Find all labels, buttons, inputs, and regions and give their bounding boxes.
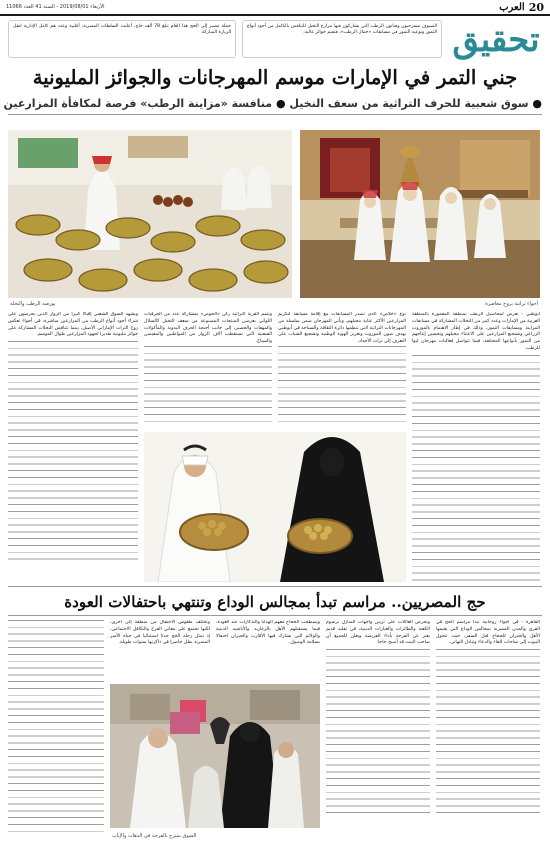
article2-col4 [110,620,210,682]
article1-col2-text: نوع «خلاص» الذي تصدر المسابقات مع إقامة مسابقة لتكريم المزارعين الأكثر عناية بنخيلهم، ويأتي المهرجان ضمن سلسلة من المهرجانات التراثية التي تنظمها دائرة الثقافة والسياحة في أبوظبي بهدف صون الموروث وتعزيز الهوية الوطنية وتشجيع الشباب على التعرف إلى تراث الأجداد. [278,312,406,345]
article2-col2 [326,620,430,834]
masthead-bar [0,0,550,16]
article1-col3-text: وتضم القرية التراثية ركن «الخوص» بمشاركة عدد من الحرفيات اللواتي يعرضن المنتجات المصنوعة من سعف النخيل كالسلال والمهفات والحصير، إلى جانب أجنحة الحرف اليدوية والمأكولات الشعبية التي تستقطب آلاف الزوار من المواطنين والمقيمين والسياح. [144,312,272,345]
article1-col4-text: ويشهد السوق الشعبي إقبالا كبيرا من الزوار الذين يحرصون على شراء أجود أنواع الرطب من المزارعين مباشرة، في أجواء تعكس روح التراث الإماراتي الأصيل، بينما تتنافس النخلات المشاركة على جوائز مليونية تقديرا لجهود المزارعين طوال الموسم. [8,312,138,338]
pilgrims-image [110,684,320,828]
heritage-majlis-image [300,130,540,298]
photo-caption-dates: بورصة الرطب والنخلة [10,301,56,307]
newspaper-logo: العرب [499,1,525,13]
article1-col4 [8,312,138,582]
main-headline: جني التمر في الإمارات موسم المهرجانات والجوائز المليونية [32,66,518,89]
article1-col3 [144,312,272,430]
article1-col4-filler [8,341,138,561]
article2-col2-filler [326,649,430,819]
subhead-part1: سوق شعبية للحرف التراثية من سعف النخيل [289,97,529,110]
divider [8,114,542,115]
dateline: الأربعاء 2019/08/01 - السنة 41 العدد 11066 [6,4,105,10]
secondary-headline: حج المصريين.. مراسم تبدأ بمجالس الوداع وتنتهي باحتفالات العودة [64,593,486,611]
article2-col1-filler [436,649,540,819]
photo-dates-baskets [144,432,406,582]
article1-col2-filler [278,346,406,426]
bullet-icon: ● [275,97,286,110]
article1-col1-text: أبوظبي - تعرض لمحاصيل الرطب بمنطقة المقمورة بالمنطقة الغربية من الإمارات وعدد كبير من النخلات المشاركة في مسابقات المزاينة ومسابقات التمور، وذلك في إطار الاهتمام بالموروث الزراعي وتشجيع المزارعين على الاعتناء بنخيلهم وتحسين إنتاجهم من التمور بأنواعها المختلفة، فيما تتواصل فعاليات مهرجان ليوا للرطب. [412,312,540,351]
article1-col3-filler [144,346,272,426]
article2-col3 [216,620,320,682]
photo-caption-heritage: أجواء تراثية بروح معاصرة [485,301,538,307]
article2-col5-filler [8,620,104,834]
article2-col1 [436,620,540,834]
dates-market-image [8,130,292,298]
photo-caption-pilgrims: الشوق يمتزج بالفرحة في الذهاب والإياب [112,833,197,839]
article2-col2-text: وتحرص العائلات على تزيين واجهات المنازل برسوم الكعبة والطائرات والعبارات الدينية، في تقليد قديم يعبر عن الفرحة بأداء الفريضة ويعلن للجميع أن صاحب البيت قد أصبح حاجا. [326,620,430,646]
article2-col5 [8,620,104,834]
section-title: تحقيق [452,20,540,60]
article2-col4-text: وتختلف طقوس الاحتفال من منطقة إلى أخرى، لكنها تجتمع على معاني الفرح والتكافل الاجتماعي، إذ تمثل رحلة الحج حدثا استثنائيا في حياة الأسر المصرية يظل حاضرا في ذاكرتها سنوات طويلة. [110,620,210,646]
article1-col1 [412,312,540,582]
teaser-left[interactable]: حملة مصير إلى الحج هذا العام تبلغ 78 ألف حاج، أعلنت السلطات المصرية، أغلبية وعدد هم كامل الإدارية لنقل الزيارة المباركة. [8,20,236,58]
divider [8,615,542,616]
photo-heritage-majlis [300,130,540,298]
photo-dates-market [8,130,292,298]
dates-baskets-image [144,432,406,582]
subhead [3,96,542,112]
page-number: 20 [528,0,544,14]
masthead-brand [499,1,544,14]
bullet-icon: ● [532,97,542,110]
divider [8,586,542,587]
subhead-part2: منافسة «مزاينة الرطب» فرصة لمكافأة المزارعين [3,97,273,110]
teaser-right[interactable]: الضيوف مسرحيون وفنانون الرطب التي يشاركون فيها مزارع النخيل للتنافس بالكامل من أجود أنواع الثمور ونوعية التمور في مسابقات «جمال الرطب»، فتقيم جوائز عالية. [242,20,442,58]
article1-col1-filler [412,355,540,582]
photo-pilgrims [110,684,320,828]
article2-col1-text: القاهرة - في أجواء روحانية تبدأ مراسم الحج في القرى والمدن المصرية بمجالس الوداع التي يقيمها الأهل والجيران للحجاج قبل السفر، حيث تتحول البيوت إلى ساحات للقاء والدعاء وتبادل التهاني. [436,620,540,646]
article1-col2 [278,312,406,430]
article2-col3-text: ويصطحب الحجاج معهم الهدايا والتذكارات عند العودة، فيما يستقبلهم الأهل بالزغاريد والأناشيد الدينية والولائم التي يشارك فيها الأقارب والجيران احتفالا بسلامة الوصول. [216,620,320,646]
